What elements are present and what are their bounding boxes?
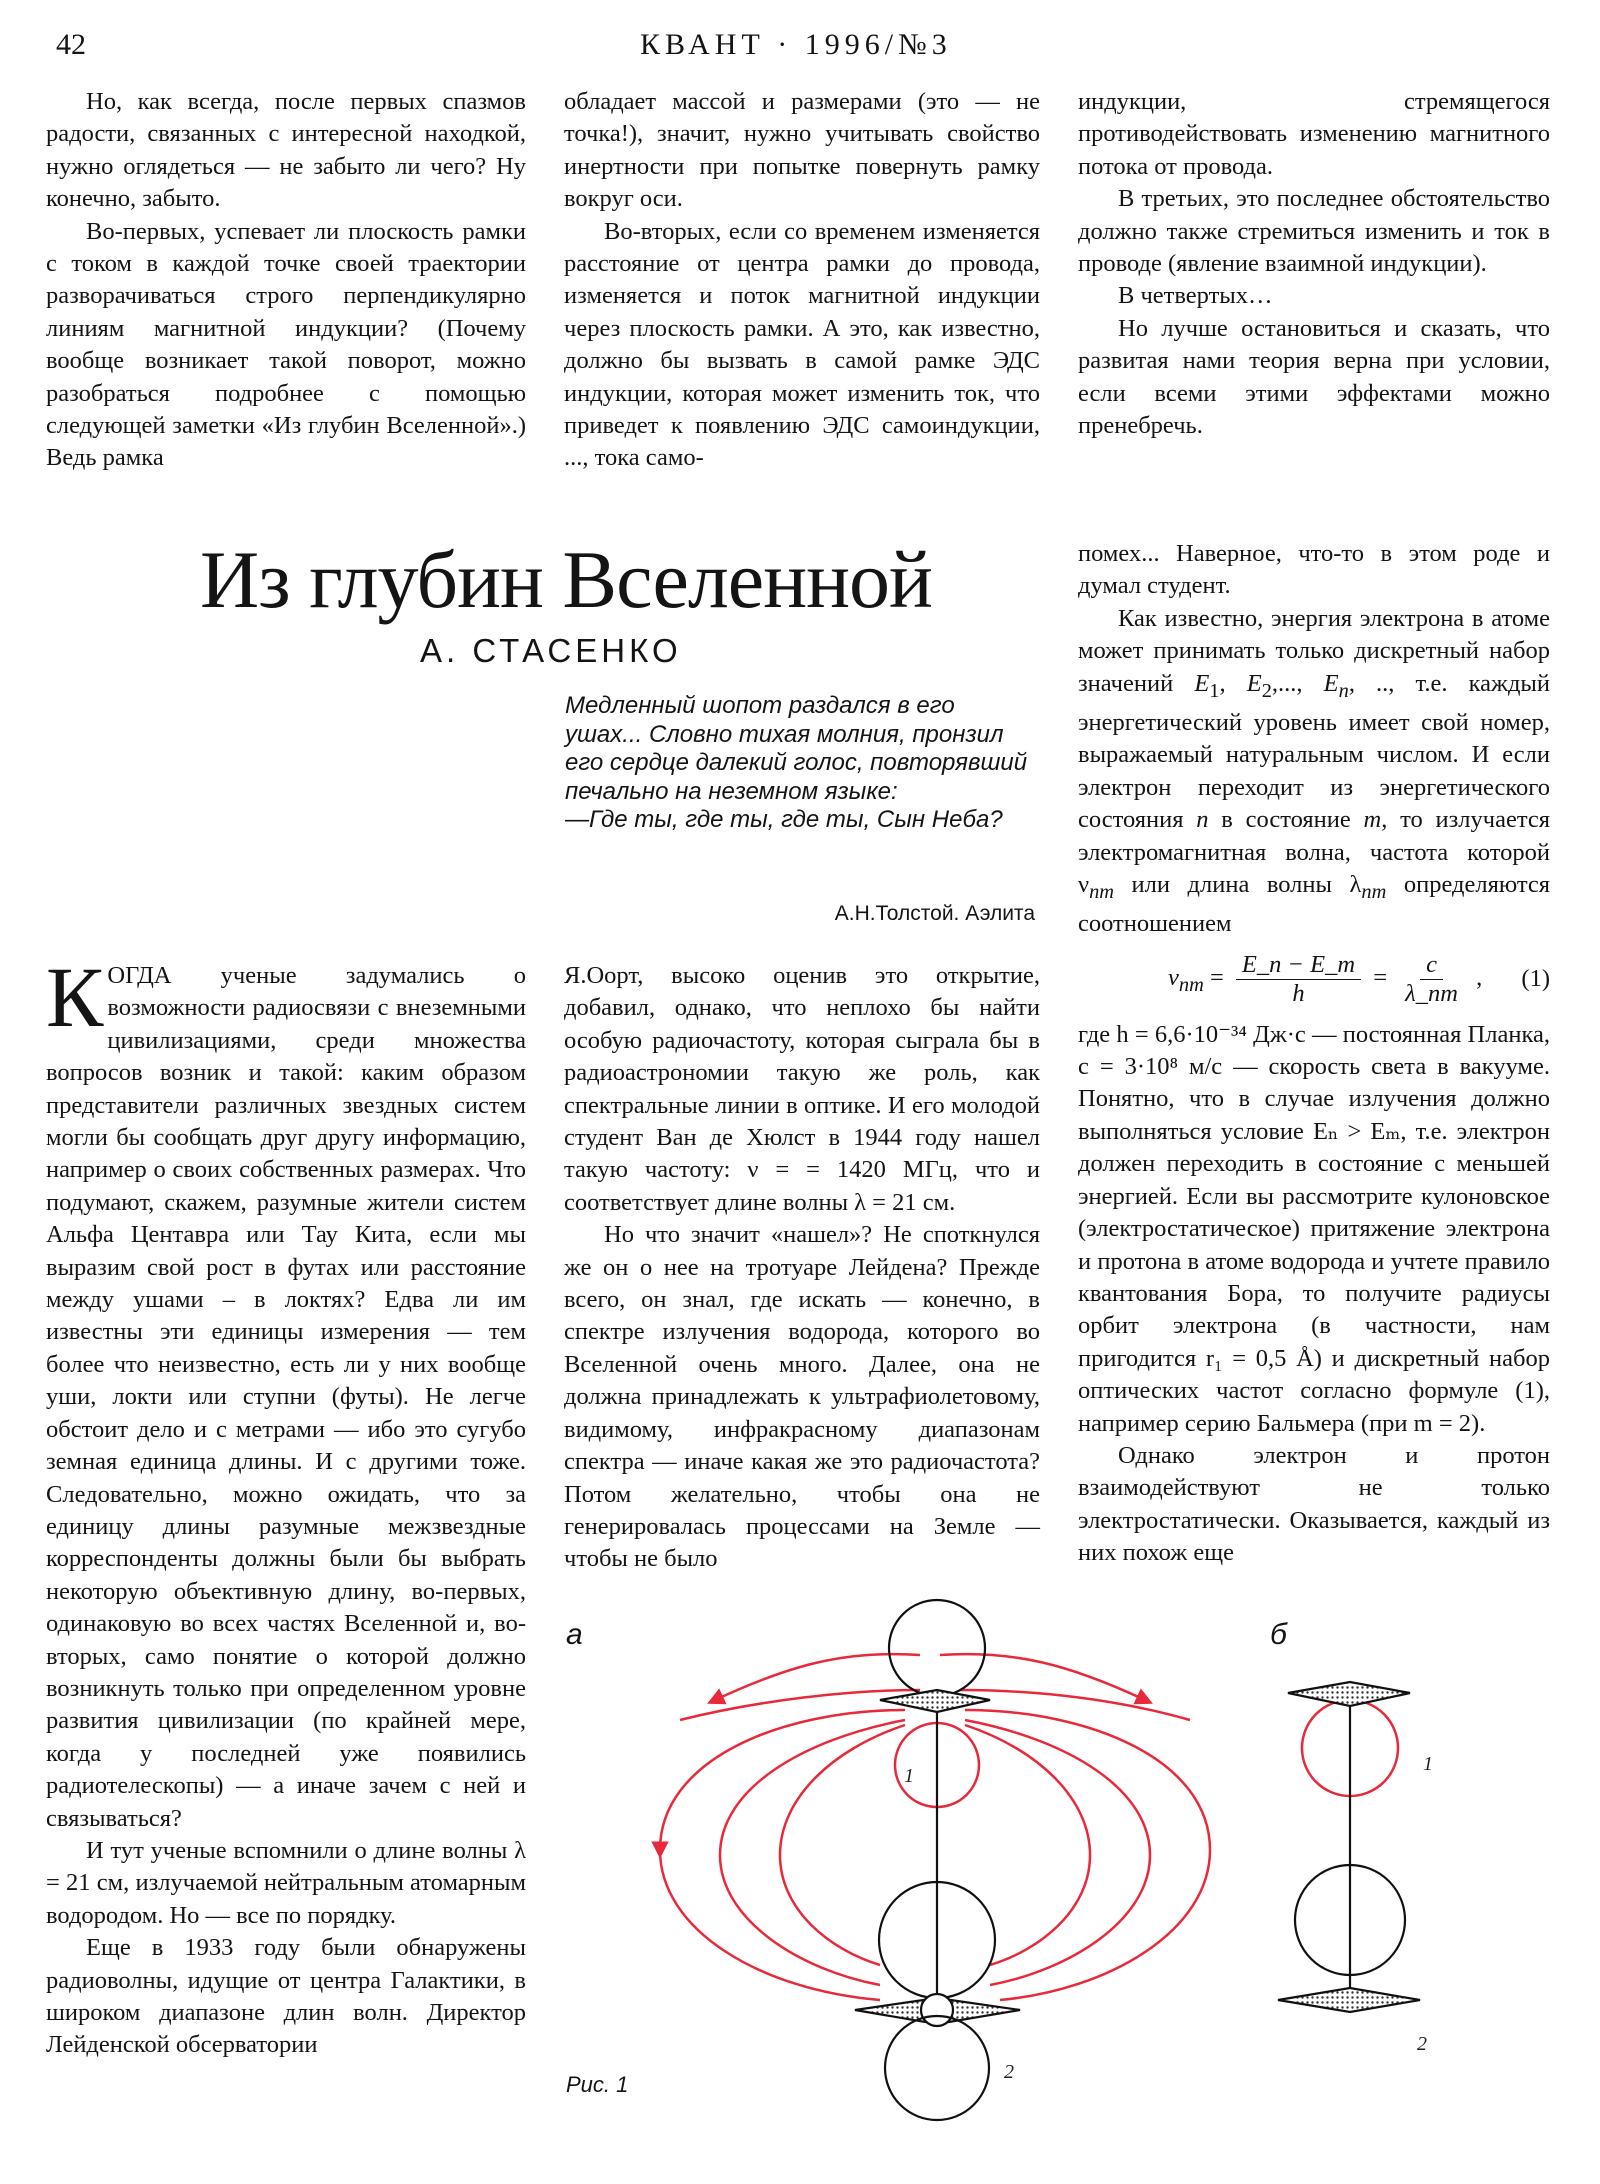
figure-label-a: а xyxy=(566,1618,583,1651)
proton-marker-b xyxy=(1278,1988,1420,2012)
figure-mark-a2: 2 xyxy=(1004,2061,1014,2083)
math-subscript: 2 xyxy=(1261,679,1272,702)
proton-circle xyxy=(921,1994,953,2026)
epigraph xyxy=(565,692,1035,835)
field-line xyxy=(680,1690,920,1720)
paragraph: где h = 6,6·10⁻³⁴ Дж·с — постоянная Планка, c = 3·10⁸ м/с — скорость света в вакууме. Понятно, что в случае излучения должно выполняться условие Eₙ > Eₘ, т.е. электрон должен переходить в состояние с меньшей энергией. Если вы рассмотрите кулоновское (электростатическое) притяжение электрона и протона в атоме водорода и учтете правило квантования Бора, то получите радиусы орбит электрона (в частности, нам пригодится r₁ = 0,5 Å) и дискретный набор оптических частот согласно формуле (1), например серию Бальмера (при m = 2). xyxy=(1078,1020,1550,1437)
text-run: , .., т.е. каждый энергетический уровень имеет свой номер, выражаемый натуральным числом. И если электрон переходит из энергетического состояния xyxy=(1078,669,1550,834)
text-run: определяются соотношением xyxy=(1078,870,1550,938)
paragraph: В третьих, это последнее обстоятельство должно также стремиться изменить и ток в проводе (явление взаимной индукции). xyxy=(1078,185,1550,278)
math-symbol: ν xyxy=(1078,870,1090,898)
prev-article-col3 xyxy=(1078,86,1550,442)
eq-denominator: h xyxy=(1292,980,1305,1008)
drop-cap: К xyxy=(46,949,104,1045)
article-col3 xyxy=(1078,538,1550,1570)
eq-numerator: E_n − E_m xyxy=(1236,951,1361,980)
paragraph: И тут ученые вспомнили о длине волны λ = 21 см, излучаемой нейтральным атомарным водородом. Но — все по порядку. xyxy=(46,1836,526,1929)
math-symbol: E xyxy=(1246,669,1262,697)
paragraph: обладает массой и размерами (это — не точка!), значит, нужно учитывать свойство инертности при попытке повернуть рамку вокруг оси. xyxy=(564,88,1040,213)
field-line xyxy=(965,1710,1210,2000)
paragraph: Но лучше остановиться и сказать, что развитая нами теория верна при условии, если всеми этими эффектами можно пренебречь. xyxy=(1078,314,1550,440)
eq-equals: = xyxy=(1209,964,1224,992)
electron-marker-b xyxy=(1288,1682,1410,1706)
paragraph xyxy=(1078,603,1550,941)
paragraph: Но, как всегда, после первых спазмов радости, связанных с интересной находкой, нужно оглядеться — не забыто ли чего? Ну конечно, забыто. xyxy=(46,88,526,213)
field-line xyxy=(780,1725,905,1965)
epigraph-source: А.Н.Толстой. Аэлита xyxy=(834,902,1035,925)
dipole-diagram-b xyxy=(1278,1682,1420,2012)
field-line xyxy=(940,1654,1145,1700)
epigraph-quote: —Где ты, где ты, где ты, Сын Неба? xyxy=(565,806,1003,833)
math-symbol: E xyxy=(1323,669,1339,697)
figure-mark-b2: 2 xyxy=(1417,2033,1427,2055)
electron-marker xyxy=(880,1690,990,1712)
field-line xyxy=(715,1654,920,1700)
eq-comma: , xyxy=(1476,964,1483,992)
article-col1 xyxy=(46,949,526,2062)
spin-circle-b xyxy=(1295,1865,1405,1975)
field-line xyxy=(960,1690,1190,1720)
prev-article-col1 xyxy=(46,86,526,475)
field-lines-a xyxy=(660,1654,1210,2000)
orbit-circle-bottom xyxy=(885,2016,989,2120)
eq-fraction-2 xyxy=(1399,951,1464,1008)
prev-article-col2 xyxy=(564,86,1040,475)
paragraph xyxy=(46,949,526,1835)
paragraph-text: ОГДА ученые задумались о возможности радиосвязи с внеземными цивилизациями, среди множества вопросов возник и такой: каким образом представители различных звездных систем могли бы сообщать друг другу информацию, например о своих собственных размерах. Что подумают, скажем, разумные жители систем Альфа Центавра или Тау Кита, если мы выразим свой рост в футах или расстояние между ушами – в локтях? Едва ли им известны эти единицы измерения — тем более что неизвестно, есть ли у них вообще уши, локти или ступни (футы). Не легче обстоит дело и с метрами — ибо это сугубо земная единица длины. И с другими тоже. Следовательно, можно ожидать, что за единицу длины разумные межзвездные корреспонденты должны были бы выбрать некоторую объективную длину, во-первых, одинаковую во всех частях Вселенной и, во-вторых, само понятие о которой должно возникнуть только при определенном уровне развития цивилизации (по крайней мере, когда у последней уже появились радиотелескопы) — а иначе зачем с ней и связываться? xyxy=(46,962,526,1832)
math-symbol: E xyxy=(1194,669,1210,697)
proton-marker xyxy=(855,1998,1020,2024)
math-subscript: nm xyxy=(1089,880,1115,903)
article-title: Из глубин Вселенной xyxy=(200,534,932,625)
text-run: или длина волны xyxy=(1114,870,1350,898)
math-subscript: 1 xyxy=(1209,679,1220,702)
paragraph: В четвертых… xyxy=(1118,282,1273,310)
math-symbol: λ xyxy=(1349,870,1362,898)
field-line xyxy=(720,1720,905,1985)
math-subscript: n xyxy=(1338,679,1349,702)
running-head: КВАНТ · 1996/№3 xyxy=(640,28,952,61)
spin-circle-lower xyxy=(879,1882,995,1998)
text-run: , то излучается электромагнитная волна, частота которой xyxy=(1078,806,1550,866)
figure-mark-a1: 1 xyxy=(904,1765,914,1787)
eq-fraction-1 xyxy=(1236,951,1361,1008)
text-run: , xyxy=(1219,669,1247,697)
eq-denominator: λ_nm xyxy=(1405,980,1458,1008)
figure-mark-b1: 1 xyxy=(1423,1753,1433,1775)
equation-number: (1) xyxy=(1521,965,1550,993)
orbit-circle-top xyxy=(889,1600,985,1696)
paragraph: Во-вторых, если со временем изменяется расстояние от центра рамки до провода, изменяется и поток магнитной индукции через плоскость рамки. А это, как известно, должно бы вызвать в самой рамке ЭДС индукции, которая может изменить ток, что приведет к появлению ЭДС самоиндукции, ..., тока само- xyxy=(564,217,1040,472)
figure-label-b: б xyxy=(1270,1618,1287,1651)
article-col2 xyxy=(564,960,1040,1576)
eq-lhs-sub: nm xyxy=(1178,974,1204,997)
field-line xyxy=(660,1710,905,2000)
field-line xyxy=(965,1725,1090,1965)
text-run: Как известно, энергия электрона в атоме может принимать только дискретный набор значений xyxy=(1078,604,1550,697)
math-subscript: nm xyxy=(1361,880,1387,903)
eq-lhs: ν xyxy=(1168,964,1179,992)
epigraph-text: Медленный шопот раздался в его ушах... Словно тихая молния, пронзил его сердце далекий голос, повторявший печально на неземном языке: xyxy=(565,692,1028,805)
paragraph: Во-первых, успевает ли плоскость рамки с током в каждой точке своей траектории разворачиваться строго перпендикулярно линиям магнитной индукции? (Почему вообще возникает такой поворот, можно разобраться подробнее с помощью следующей заметки «Из глубин Вселенной».) Ведь рамка xyxy=(46,217,526,472)
math-symbol: n xyxy=(1196,806,1209,834)
paragraph: Еще в 1933 году были обнаружены радиоволны, идущие от центра Галактики, в широком диапазоне длин волн. Директор Лейденской обсерватории xyxy=(46,1934,526,2059)
math-symbol: m xyxy=(1363,806,1382,834)
paragraph: индукции, стремящегося противодействовать изменению магнитного потока от провода. xyxy=(1078,88,1550,180)
paragraph: Я.Оорт, высоко оценив это открытие, добавил, однако, что неплохо бы найти особую радиочастоту, которая сыграла бы в радиоастрономии такую же роль, как спектральные линии в оптике. И его молодой студент Ван де Хюлст в 1944 году нашел такую частоту: ν = = 1420 МГц, что и соответствует длине волны λ = 21 см. xyxy=(564,962,1040,1216)
article-author: А. СТАСЕНКО xyxy=(420,632,682,669)
page-number: 42 xyxy=(56,28,86,61)
figure-caption: Рис. 1 xyxy=(566,2072,629,2097)
eq-numerator: c xyxy=(1420,951,1443,980)
equation-1 xyxy=(1078,941,1550,1019)
paragraph: Однако электрон и протон взаимодействуют не только электростатически. Оказывается, каждый из них похож еще xyxy=(1078,1441,1550,1567)
orbit-circle-b xyxy=(1302,1700,1398,1796)
text-run: в состояние xyxy=(1208,806,1364,834)
field-loop xyxy=(895,1723,979,1807)
field-line xyxy=(965,1720,1150,1985)
equation-body xyxy=(1168,951,1482,1008)
text-run: ,..., xyxy=(1271,669,1324,697)
paragraph: помех... Наверное, что-то в этом роде и думал студент. xyxy=(1078,540,1550,600)
eq-equals: = xyxy=(1373,964,1388,992)
dipole-diagram-a xyxy=(855,1600,1020,2120)
paragraph: Но что значит «нашел»? Не споткнулся же он о нее на тротуаре Лейдена? Прежде всего, он знал, где искать — конечно, в спектре излучения водорода, которого во Вселенной очень много. Далее, она не должна принадлежать к ультрафиолетовому, видимому, инфракрасному диапазонам спектра — иначе какая же это радиочастота? Потом желательно, чтобы она не генерировалась процессами на Земле — чтобы не было xyxy=(564,1221,1040,1573)
